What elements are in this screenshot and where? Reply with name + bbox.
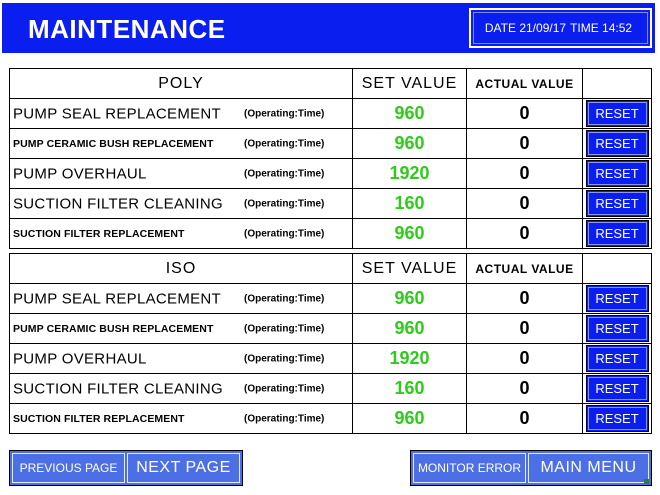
reset-button[interactable]: RESET bbox=[586, 405, 649, 432]
header-bar bbox=[2, 3, 655, 53]
set-value[interactable]: 960 bbox=[353, 99, 467, 129]
table-row bbox=[10, 219, 652, 249]
table-row bbox=[10, 129, 652, 159]
table-row bbox=[10, 159, 652, 189]
reset-button[interactable]: RESET bbox=[586, 220, 649, 247]
reset-button[interactable]: RESET bbox=[586, 100, 649, 127]
item-label: PUMP SEAL REPLACEMENT bbox=[13, 105, 222, 122]
iso-table bbox=[9, 253, 652, 434]
poly-header-row bbox=[10, 69, 652, 99]
actual-value-header: ACTUAL VALUE bbox=[467, 254, 583, 284]
set-value[interactable]: 1920 bbox=[353, 159, 467, 189]
table-row bbox=[10, 344, 652, 374]
actual-value: 0 bbox=[467, 159, 583, 189]
iso-header-row bbox=[10, 254, 652, 284]
table-row bbox=[10, 404, 652, 434]
header-empty-cell bbox=[583, 69, 652, 99]
actual-value: 0 bbox=[467, 314, 583, 344]
operating-time-label: (Operating:Time) bbox=[244, 353, 325, 364]
menu-nav-group bbox=[410, 450, 652, 486]
reset-button[interactable]: RESET bbox=[586, 160, 649, 187]
reset-button[interactable]: RESET bbox=[586, 315, 649, 342]
set-value[interactable]: 960 bbox=[353, 314, 467, 344]
operating-time-label: (Operating:Time) bbox=[244, 108, 325, 119]
actual-value: 0 bbox=[467, 129, 583, 159]
operating-time-label: (Operating:Time) bbox=[244, 138, 325, 149]
previous-page-button[interactable]: PREVIOUS PAGE bbox=[12, 453, 125, 483]
reset-button[interactable]: RESET bbox=[586, 285, 649, 312]
page-nav-group bbox=[9, 450, 243, 486]
item-label: SUCTION FILTER REPLACEMENT bbox=[13, 227, 185, 240]
set-value[interactable]: 160 bbox=[353, 189, 467, 219]
set-value[interactable]: 1920 bbox=[353, 344, 467, 374]
section-title-poly: POLY bbox=[10, 69, 353, 99]
set-value[interactable]: 960 bbox=[353, 404, 467, 434]
reset-button[interactable]: RESET bbox=[586, 375, 649, 402]
operating-time-label: (Operating:Time) bbox=[244, 168, 325, 179]
actual-value: 0 bbox=[467, 404, 583, 434]
table-row bbox=[10, 99, 652, 129]
reset-button[interactable]: RESET bbox=[586, 345, 649, 372]
item-label: SUCTION FILTER CLEANING bbox=[13, 380, 223, 397]
header-empty-cell bbox=[583, 254, 652, 284]
page-title: MAINTENANCE bbox=[28, 14, 226, 44]
operating-time-label: (Operating:Time) bbox=[244, 323, 325, 334]
monitor-error-button[interactable]: MONITOR ERROR bbox=[413, 453, 526, 483]
item-label: PUMP OVERHAUL bbox=[13, 165, 147, 182]
operating-time-label: (Operating:Time) bbox=[244, 413, 325, 424]
operating-time-label: (Operating:Time) bbox=[244, 293, 325, 304]
datetime-display bbox=[469, 8, 652, 48]
actual-value: 0 bbox=[467, 99, 583, 129]
item-label: SUCTION FILTER REPLACEMENT bbox=[13, 412, 185, 425]
item-label: PUMP SEAL REPLACEMENT bbox=[13, 290, 222, 307]
item-label: SUCTION FILTER CLEANING bbox=[13, 195, 223, 212]
set-value[interactable]: 960 bbox=[353, 129, 467, 159]
time-label: TIME 14:52 bbox=[570, 21, 633, 35]
table-row bbox=[10, 189, 652, 219]
set-value-header: SET VALUE bbox=[353, 254, 467, 284]
date-label: DATE 21/09/17 bbox=[484, 21, 567, 35]
actual-value: 0 bbox=[467, 284, 583, 314]
operating-time-label: (Operating:Time) bbox=[244, 383, 325, 394]
set-value[interactable]: 960 bbox=[353, 219, 467, 249]
set-value[interactable]: 160 bbox=[353, 374, 467, 404]
set-value[interactable]: 960 bbox=[353, 284, 467, 314]
actual-value: 0 bbox=[467, 219, 583, 249]
reset-button[interactable]: RESET bbox=[586, 130, 649, 157]
item-label: PUMP CERAMIC BUSH REPLACEMENT bbox=[13, 137, 214, 150]
set-value-header: SET VALUE bbox=[353, 69, 467, 99]
operating-time-label: (Operating:Time) bbox=[244, 228, 325, 239]
poly-table bbox=[9, 68, 652, 249]
item-label: PUMP CERAMIC BUSH REPLACEMENT bbox=[13, 322, 214, 335]
next-page-button[interactable]: NEXT PAGE bbox=[127, 453, 240, 483]
reset-button[interactable]: RESET bbox=[586, 190, 649, 217]
actual-value: 0 bbox=[467, 344, 583, 374]
table-row bbox=[10, 284, 652, 314]
actual-value-header: ACTUAL VALUE bbox=[467, 69, 583, 99]
corner-indicator bbox=[644, 479, 649, 484]
actual-value: 0 bbox=[467, 374, 583, 404]
section-title-iso: ISO bbox=[10, 254, 353, 284]
table-row bbox=[10, 374, 652, 404]
item-label: PUMP OVERHAUL bbox=[13, 350, 147, 367]
table-row bbox=[10, 314, 652, 344]
main-menu-button[interactable]: MAIN MENU bbox=[528, 453, 649, 483]
actual-value: 0 bbox=[467, 189, 583, 219]
operating-time-label: (Operating:Time) bbox=[244, 198, 325, 209]
